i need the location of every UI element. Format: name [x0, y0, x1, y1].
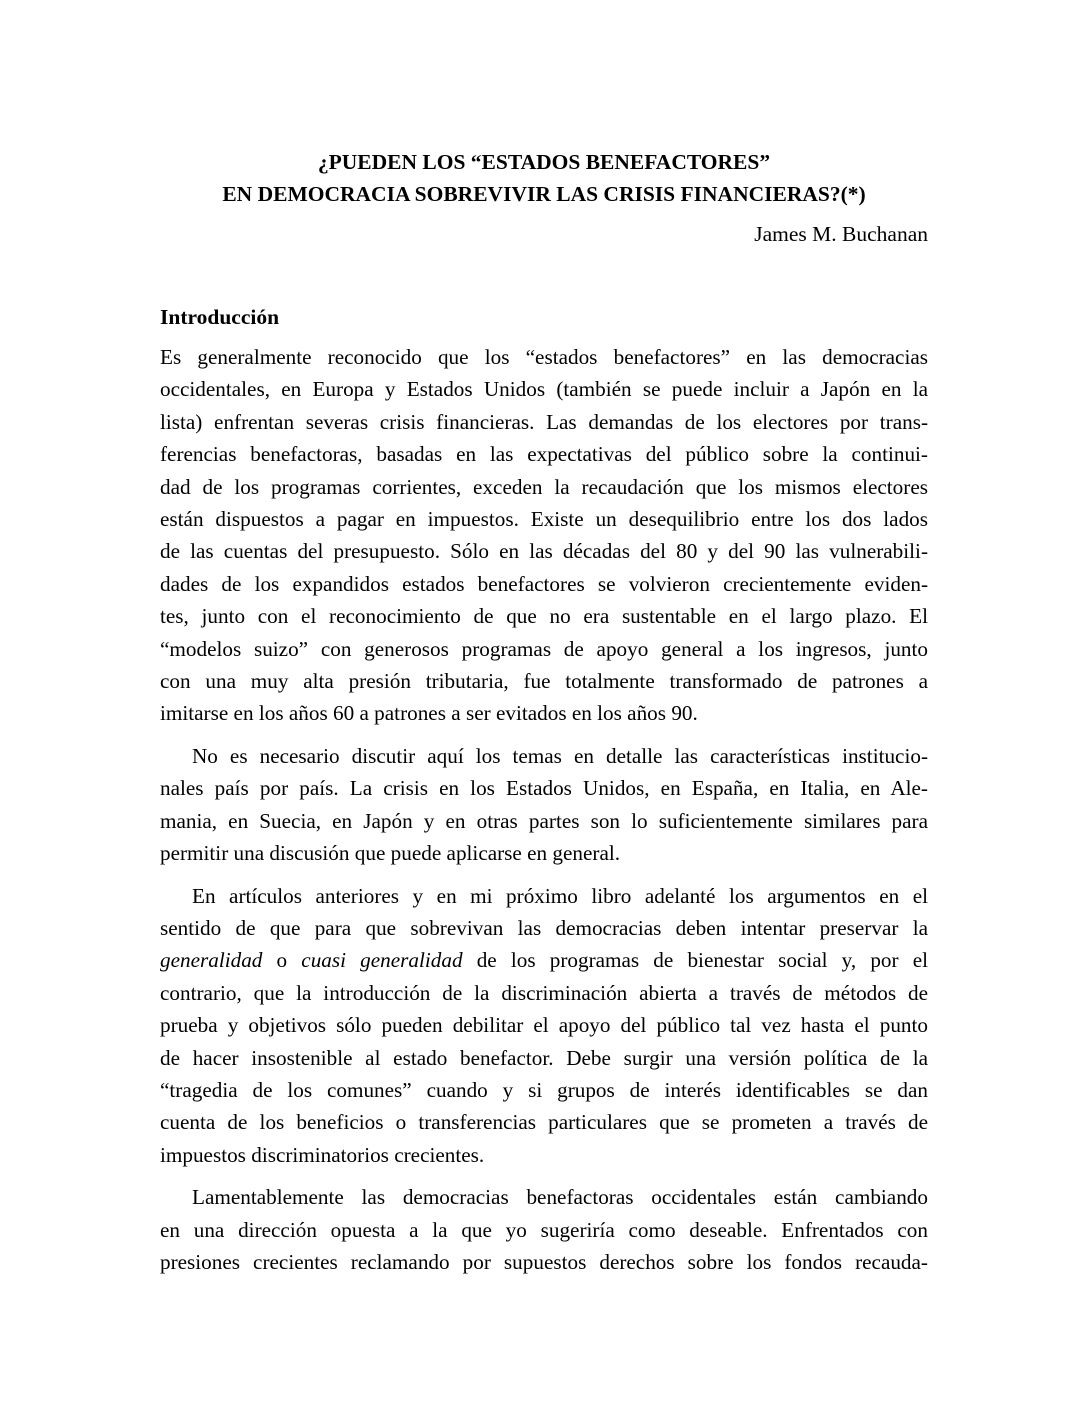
text-line: ferencias benefactoras, basadas en las expectativas del público sobre la continui-: [160, 442, 928, 467]
author-name: James M. Buchanan: [754, 222, 928, 246]
text-line: No es necesario discutir aquí los temas en detalle las características institucio-: [192, 743, 928, 768]
text-line: contrario, que la introducción de la discriminación abierta a través de métodos de: [160, 980, 928, 1005]
title-line-1: ¿PUEDEN LOS “ESTADOS BENEFACTORES”: [317, 150, 771, 174]
text-fragment: o: [262, 948, 302, 973]
text-line: de hacer insostenible al estado benefactor. Debe surgir una versión política de la: [160, 1045, 928, 1070]
text-line: permitir una discusión que puede aplicarse en general.: [160, 841, 621, 866]
document-title: [160, 146, 928, 210]
text-line: “modelos suizo” con generosos programas de apoyo general a los ingresos, junto: [160, 636, 928, 661]
text-line: dad de los programas corrientes, exceden la recaudación que los mismos electores: [160, 474, 928, 499]
text-line: sentido de que para que sobrevivan las democracias deben intentar preservar la: [160, 915, 928, 940]
text-line: tes, junto con el reconocimiento de que no era sustentable en el largo plazo. El: [160, 604, 928, 629]
emphasis-cuasi-generalidad: cuasi generalidad: [301, 948, 463, 973]
text-fragment: de los programas de bienestar social y, por el: [462, 948, 928, 973]
paragraph-3: [160, 880, 928, 1172]
text-line: dades de los expandidos estados benefactores se volvieron crecientemente eviden-: [160, 571, 928, 596]
text-line: nales país por país. La crisis en los Estados Unidos, en España, en Italia, en Ale-: [160, 776, 928, 801]
text-line: “tragedia de los comunes” cuando y si grupos de interés identificables se dan: [160, 1077, 928, 1102]
text-line: cuenta de los beneficios o transferencias particulares que se prometen a través de: [160, 1110, 928, 1135]
text-line: en una dirección opuesta a la que yo sugeriría como deseable. Enfrentados con: [160, 1217, 928, 1242]
text-line: impuestos discriminatorios crecientes.: [160, 1142, 485, 1167]
paragraph-2: [160, 740, 928, 870]
text-line: lista) enfrentan severas crisis financieras. Las demandas de los electores por trans-: [160, 409, 928, 434]
title-line-2: EN DEMOCRACIA SOBREVIVIR LAS CRISIS FINANCIERAS?(*): [222, 182, 866, 206]
section-heading: Introducción: [160, 305, 280, 329]
emphasis-generalidad: generalidad: [160, 948, 263, 973]
text-line: de las cuentas del presupuesto. Sólo en las décadas del 80 y del 90 las vulnerabili-: [160, 539, 928, 564]
text-line: Es generalmente reconocido que los “estados benefactores” en las democracias: [160, 345, 928, 369]
text-line: están dispuestos a pagar en impuestos. Existe un desequilibrio entre los dos lados: [160, 507, 928, 532]
body-text: [160, 341, 928, 1278]
text-line: Lamentablemente las democracias benefactoras occidentales están cambiando: [192, 1185, 928, 1210]
text-line: prueba y objetivos sólo pueden debilitar el apoyo del público tal vez hasta el punto: [160, 1013, 928, 1038]
text-line-with-emphasis: [160, 944, 928, 976]
text-line: En artículos anteriores y en mi próximo libro adelanté los argumentos en el: [192, 883, 928, 908]
paragraph-1: [160, 341, 928, 730]
text-line: imitarse en los años 60 a patrones a ser evitados en los años 90.: [160, 701, 698, 726]
text-line: mania, en Suecia, en Japón y en otras partes son lo suficientemente similares para: [160, 808, 928, 833]
text-line: occidentales, en Europa y Estados Unidos (también se puede incluir a Japón en la: [160, 377, 928, 402]
text-line: presiones crecientes reclamando por supuestos derechos sobre los fondos recauda-: [160, 1249, 928, 1274]
paragraph-4: [160, 1181, 928, 1278]
text-line: con una muy alta presión tributaria, fue totalmente transformado de patrones a: [160, 669, 928, 694]
